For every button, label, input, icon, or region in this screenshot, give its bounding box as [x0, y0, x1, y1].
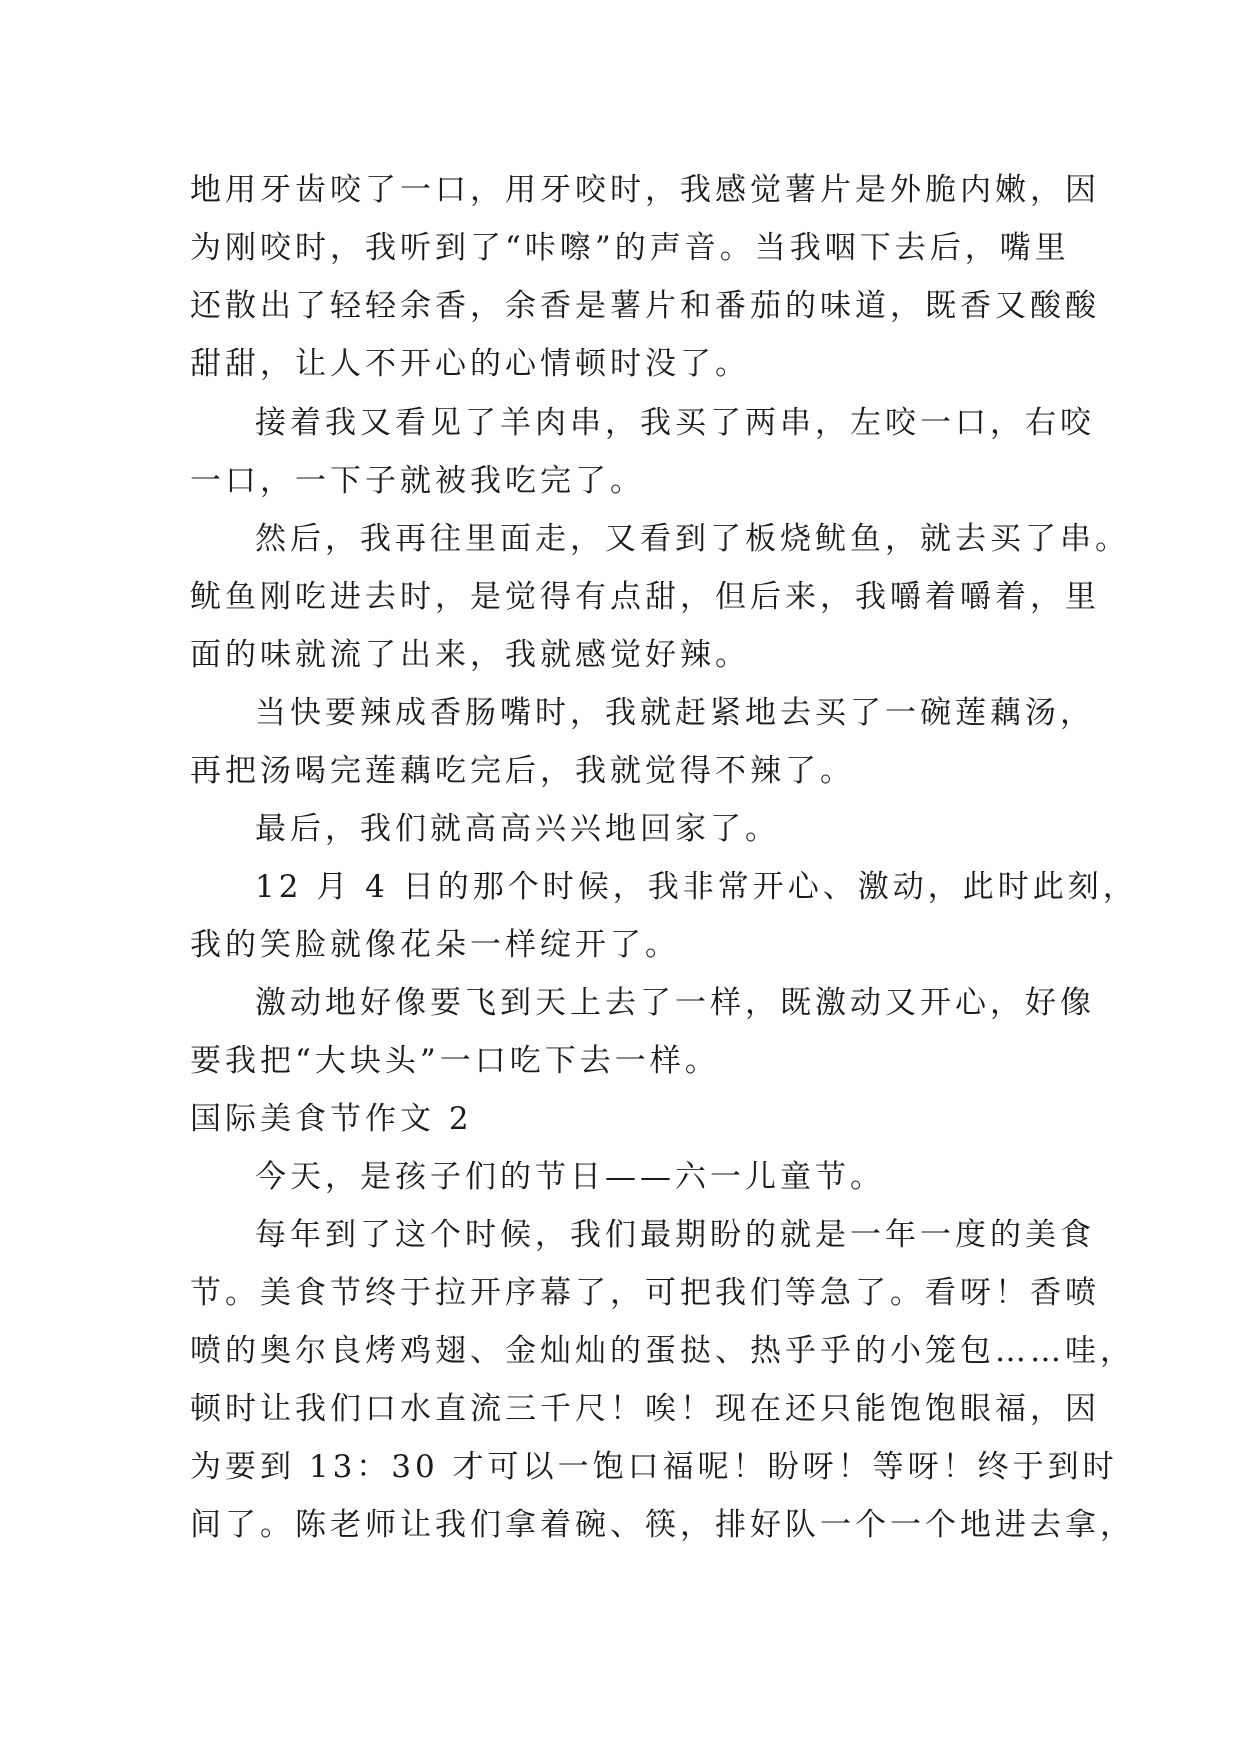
paragraph-first-line: 最后，我们就高高兴兴地回家了。 [255, 811, 780, 847]
body-text-line: 一口，一下子就被我吃完了。 [190, 463, 645, 499]
body-text-line: 喷的奥尔良烤鸡翅、金灿灿的蛋挞、热乎乎的小笼包……哇， [190, 1333, 1135, 1369]
body-text-line: 为要到 13：30 才可以一饱口福呢！盼呀！等呀！终于到时 [190, 1449, 1118, 1485]
body-text-line: 鱿鱼刚吃进去时，是觉得有点甜，但后来，我嚼着嚼着，里 [190, 579, 1100, 615]
body-text-line: 面的味就流了出来，我就感觉好辣。 [190, 637, 750, 673]
body-text-line: 甜甜，让人不开心的心情顿时没了。 [190, 346, 750, 382]
paragraph-first-line: 今天，是孩子们的节日——六一儿童节。 [255, 1159, 885, 1195]
body-text-line: 还散出了轻轻余香，余香是薯片和番茄的味道，既香又酸酸 [190, 288, 1100, 324]
paragraph-first-line: 当快要辣成香肠嘴时，我就赶紧地去买了一碗莲藕汤， [255, 695, 1095, 731]
body-text-line: 为刚咬时，我听到了“咔嚓”的声音。当我咽下去后，嘴里 [190, 230, 1070, 266]
body-text-line: 我的笑脸就像花朵一样绽开了。 [190, 927, 680, 963]
body-text-line: 节。美食节终于拉开序幕了，可把我们等急了。看呀！香喷 [190, 1275, 1100, 1311]
paragraph-first-line: 然后，我再往里面走，又看到了板烧鱿鱼，就去买了串。 [255, 521, 1130, 557]
paragraph-first-line: 激动地好像要飞到天上去了一样，既激动又开心，好像 [255, 985, 1095, 1021]
body-text-line: 地用牙齿咬了一口，用牙咬时，我感觉薯片是外脆内嫩，因 [190, 172, 1100, 208]
body-text-line: 要我把“大块头”一口吃下去一样。 [190, 1043, 720, 1079]
body-text-line: 再把汤喝完莲藕吃完后，我就觉得不辣了。 [190, 753, 855, 789]
paragraph-first-line: 接着我又看见了羊肉串，我买了两串，左咬一口，右咬 [255, 405, 1095, 441]
paragraph-first-line: 12 月 4 日的那个时候，我非常开心、激动，此时此刻， [255, 869, 1138, 905]
body-text-line: 顿时让我们口水直流三千尺！唉！现在还只能饱饱眼福，因 [190, 1391, 1100, 1427]
paragraph-first-line: 每年到了这个时候，我们最期盼的就是一年一度的美食 [255, 1217, 1095, 1253]
body-text-line: 间了。陈老师让我们拿着碗、筷，排好队一个一个地进去拿， [190, 1507, 1135, 1543]
section-heading: 国际美食节作文 2 [190, 1101, 473, 1137]
